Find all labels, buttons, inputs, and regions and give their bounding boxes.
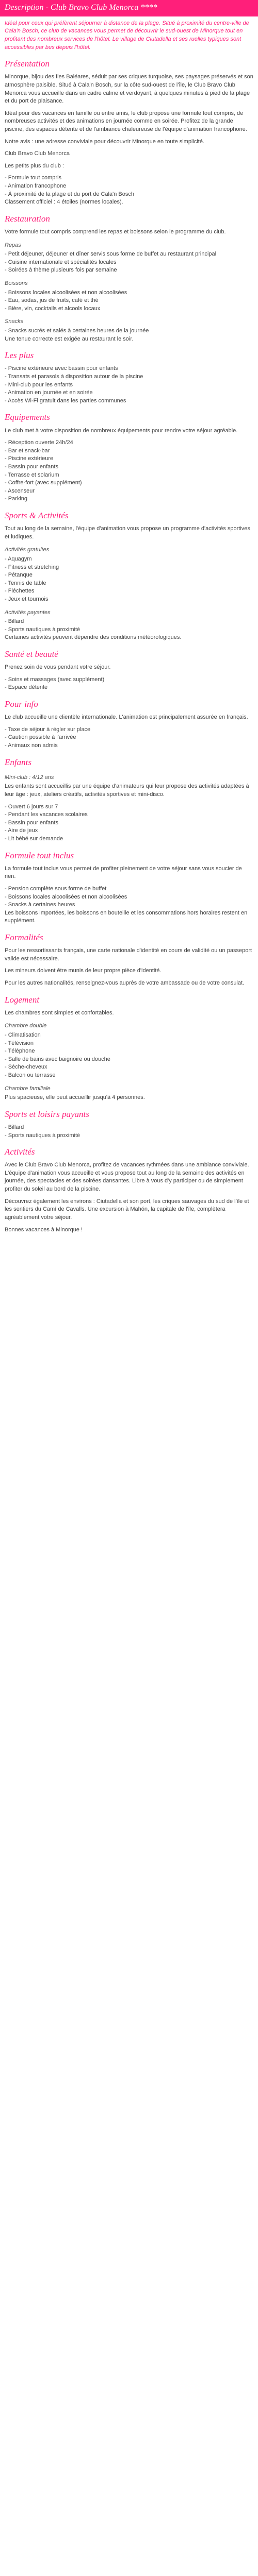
section [5, 994, 253, 1102]
section-title: Présentation [5, 59, 50, 69]
section-title: Sports & Activités [5, 511, 69, 521]
list-item: - Tennis de table [5, 580, 46, 586]
list-item: - Transats et parasols à disposition autour de la piscine [5, 373, 143, 380]
list-item: - Fitness et stretching [5, 564, 59, 570]
list-item: - Réception ouverte 24h/24 [5, 439, 73, 446]
list-item: - Caution possible à l'arrivée [5, 734, 76, 741]
list-item: - Ouvert 6 jours sur 7 [5, 803, 58, 810]
list-item: - Bière, vin, cocktails et alcools locaux [5, 305, 101, 312]
list-item: - Petit déjeuner, déjeuner et dîner servis sous forme de buffet au restaurant principal [5, 251, 217, 258]
paragraph: Les chambres sont simples et confortables. [5, 1009, 114, 1016]
section [5, 698, 253, 750]
section-title: Formule tout inclus [5, 850, 74, 860]
list-item: - Terrasse et solarium [5, 471, 59, 478]
list-item: - Formule tout compris [5, 175, 62, 181]
paragraph: Les petits plus du club : [5, 162, 64, 169]
list-item: - Télévision [5, 1040, 34, 1046]
list-item: - Ascenseur [5, 487, 35, 494]
paragraph: Une tenue correcte est exigée au restaurant le soir. [5, 335, 134, 342]
list-item: - Animaux non admis [5, 742, 58, 749]
section-title: Enfants [5, 757, 31, 767]
paragraph: Notre avis : une adresse conviviale pour découvrir Minorque en toute simplicité. [5, 138, 205, 145]
sections-container [5, 58, 253, 1234]
section [5, 411, 253, 503]
section-title: Sports et loisirs payants [5, 1109, 89, 1119]
list-item: - Bassin pour enfants [5, 819, 58, 826]
section-subheading: Chambre familiale [5, 1085, 51, 1092]
paragraph: Plus spacieuse, elle peut accueillir jusqu'à 4 personnes. [5, 1094, 145, 1101]
page-title: Description - Club Bravo Club Menorca **** [0, 0, 258, 16]
list-item: - Animation en journée et en soirée [5, 389, 93, 396]
section-title: Restauration [5, 213, 50, 224]
list-item: - Coffre-fort (avec supplément) [5, 480, 82, 486]
list-item: - Pétanque [5, 572, 33, 579]
list-item: - Taxe de séjour à régler sur place [5, 726, 91, 733]
list-item: - Bar et snack-bar [5, 447, 50, 454]
list-item: - Aquagym [5, 555, 32, 562]
section-subheading: Chambre double [5, 1023, 47, 1029]
list-item: - Lit bébé sur demande [5, 835, 63, 842]
list-item: - Snacks sucrés et salés à certaines heures de la journée [5, 328, 149, 334]
list-item: - Mini-club pour les enfants [5, 381, 73, 388]
section-title: Les plus [5, 350, 34, 361]
paragraph: Prenez soin de vous pendant votre séjour. [5, 664, 111, 671]
list-item: - Climatisation [5, 1031, 41, 1038]
list-item: - Eau, sodas, jus de fruits, café et thé [5, 297, 99, 304]
section-subheading: Activités gratuites [5, 547, 50, 553]
list-item: - Cuisine internationale et spécialités locales [5, 259, 117, 265]
list-item: - Piscine extérieure avec bassin pour enfants [5, 365, 118, 372]
list-item: - Billard [5, 618, 24, 625]
paragraph: Avec le Club Bravo Club Menorca, profitez de vacances rythmées dans une ambiance conviviale. L'équipe d'animation vous accueille et vous propose tout au long de la semaine des activités en journée, des spectacles et des soirées dansantes. Libre à vous d'y participer ou de simplement profiter du soleil au bord de la piscine. [5, 1162, 249, 1193]
section-subheading: Activités payantes [5, 609, 51, 616]
list-item: - Aire de jeux [5, 827, 38, 834]
list-item: - Sports nautiques à proximité [5, 1132, 80, 1139]
list-item: - Parking [5, 496, 28, 502]
list-item: - Snacks à certaines heures [5, 902, 75, 908]
page [0, 0, 258, 1244]
paragraph: Tout au long de la semaine, l'équipe d'animation vous propose un programme d'activités sportives et ludiques. [5, 526, 250, 540]
section-title: Logement [5, 994, 40, 1005]
paragraph: Minorque, bijou des îles Baléares, séduit par ses criques turquoise, ses paysages préservés et son atmosphère paisible. Situé à Cala'n Bosch, sur la côte sud-ouest de l'île, le Club Bravo Club Menorca vous accueille dans un cadre calme et verdoyant, à quelques minutes à pied de la plage et du port de plaisance. [5, 74, 253, 105]
list-item: - Bassin pour enfants [5, 463, 58, 470]
paragraph: Pour les autres nationalités, renseignez-vous auprès de votre ambassade ou de votre consulat. [5, 979, 245, 986]
section-title: Formalités [5, 932, 43, 942]
list-item: - Sports nautiques à proximité [5, 626, 80, 633]
list-item: - Boissons locales alcoolisées et non alcoolisées [5, 893, 127, 900]
list-item: - Espace détente [5, 684, 48, 691]
paragraph: Découvrez également les environs : Ciutadella et son port, les criques sauvages du sud de l'île et les sentiers du Camí de Cavalls. Une excursion à Mahón, la capitale de l'île, complètera agréablement votre séjour. [5, 1198, 249, 1221]
list-item: - Piscine extérieure [5, 455, 54, 462]
list-item: - Billard [5, 1124, 24, 1130]
section [5, 213, 253, 343]
section [5, 510, 253, 642]
paragraph: Le club accueille une clientèle internationale. L'animation est principalement assurée en français. [5, 714, 248, 721]
section-subheading: Boissons [5, 280, 28, 286]
section-title: Equipements [5, 412, 50, 422]
list-item: - Accès Wi-Fi gratuit dans les parties communes [5, 397, 126, 404]
section [5, 756, 253, 843]
section-title: Santé et beauté [5, 649, 58, 659]
list-item: - Fléchettes [5, 588, 35, 595]
list-item: - Pendant les vacances scolaires [5, 811, 88, 818]
section-subheading: Repas [5, 242, 21, 248]
list-item: - À proximité de la plage et du port de Cala'n Bosch [5, 191, 134, 197]
section [5, 349, 253, 405]
paragraph: Classement officiel : 4 étoiles (normes locales). [5, 199, 123, 206]
paragraph: Pour les ressortissants français, une carte nationale d'identité en cours de validité ou un passeport valide est nécessaire. [5, 947, 252, 962]
paragraph: Idéal pour des vacances en famille ou entre amis, le club propose une formule tout compris, de nombreuses activités et des animations en journée comme en soirée. Profitez de la grande piscine, des espaces détente et de l'ambiance chaleureuse de l'équipe d'animation francophone. [5, 110, 247, 132]
list-item: - Sèche-cheveux [5, 1064, 47, 1071]
list-item: - Animation francophone [5, 182, 67, 189]
paragraph: Votre formule tout compris comprend les repas et boissons selon le programme du club. [5, 228, 226, 235]
paragraph: Club Bravo Club Menorca [5, 150, 70, 157]
section-title: Pour info [5, 699, 38, 709]
paragraph: Le club met à votre disposition de nombreux équipements pour rendre votre séjour agréable. [5, 427, 238, 434]
paragraph: Les enfants sont accueillis par une équipe d'animateurs qui leur propose des activités adaptées à leur âge : jeux, ateliers créatifs, activités sportives et mini-disco. [5, 783, 249, 798]
list-item: - Soins et massages (avec supplément) [5, 676, 105, 683]
list-item: - Boissons locales alcoolisées et non alcoolisées [5, 289, 127, 296]
paragraph: Bonnes vacances à Minorque ! [5, 1226, 83, 1233]
list-item: - Soirées à thème plusieurs fois par semaine [5, 267, 117, 274]
section-subheading: Mini-club : 4/12 ans [5, 774, 54, 781]
section-subheading: Snacks [5, 318, 24, 325]
section [5, 1146, 253, 1234]
section [5, 931, 253, 988]
list-item: - Balcon ou terrasse [5, 1072, 56, 1078]
section [5, 850, 253, 925]
list-item: - Pension complète sous forme de buffet [5, 885, 107, 892]
paragraph: Les mineurs doivent être munis de leur propre pièce d'identité. [5, 968, 162, 974]
paragraph: Les boissons importées, les boissons en bouteille et les consommations hors horaires restent en supplément. [5, 909, 248, 924]
section [5, 58, 253, 207]
list-item: - Salle de bains avec baignoire ou douche [5, 1056, 110, 1062]
section-title: Activités [5, 1147, 35, 1157]
list-item: - Téléphone [5, 1048, 35, 1055]
section [5, 648, 253, 692]
section [5, 1108, 253, 1140]
paragraph: La formule tout inclus vous permet de profiter pleinement de votre séjour sans vous soucier de rien. [5, 865, 242, 880]
paragraph: Certaines activités peuvent dépendre des conditions météorologiques. [5, 634, 182, 641]
main-content [0, 16, 258, 1244]
list-item: - Jeux et tournois [5, 596, 49, 603]
intro-text: Idéal pour ceux qui préfèrent séjourner à distance de la plage. Situé à proximité du centre-ville de Cala'n Bosch, ce club de vacances vous permet de découvrir le sud-ouest de Minorque tout en profitant des nombreux services de l'hôtel. Le village de Ciutadella et ses ruelles typiques sont accessibles par bus depuis l'hôtel. [5, 20, 249, 50]
